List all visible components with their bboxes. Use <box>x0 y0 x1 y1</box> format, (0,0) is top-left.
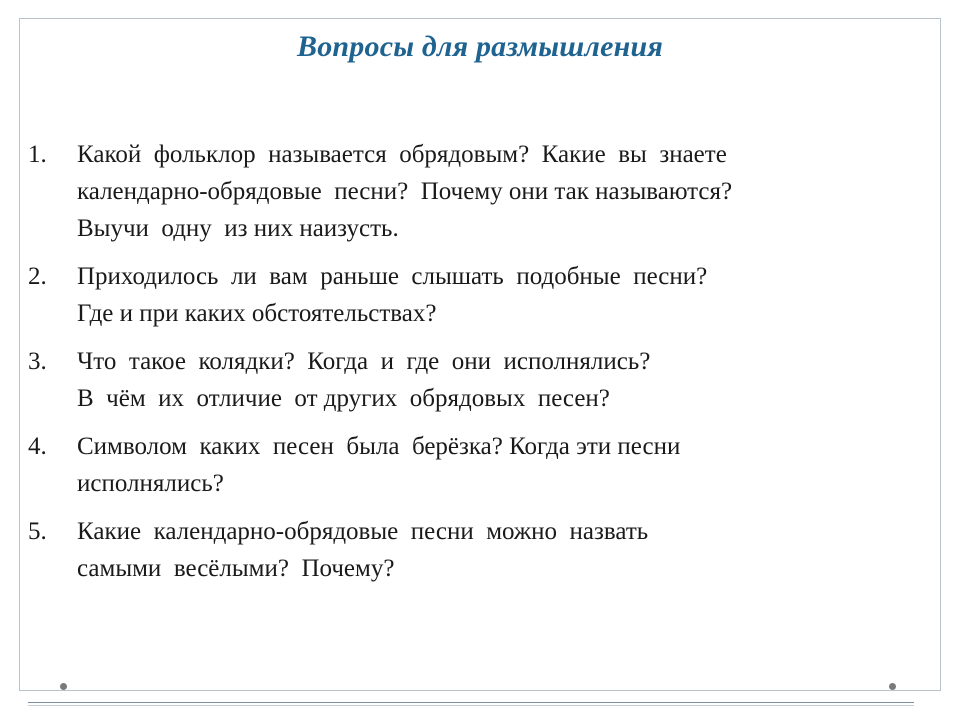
question-line: Какой фольклор называется обрядовым? Какие вы знаете <box>77 141 727 168</box>
question-line: Что такое колядки? Когда и где они исполнялись? <box>77 348 651 375</box>
question-line: Выучи одну из них наизусть. <box>77 215 399 242</box>
question-line: исполнялись? <box>77 470 224 497</box>
question-line: Приходилось ли вам раньше слышать подобные песни? <box>77 263 708 290</box>
decorative-dot-right <box>889 683 896 690</box>
slide-title: Вопросы для размышления <box>297 30 663 63</box>
question-number: 4. <box>28 433 47 460</box>
decorative-dot-left <box>60 683 67 690</box>
question-line: календарно-обрядовые песни? Почему они так называются? <box>77 178 733 205</box>
question-number: 5. <box>28 518 47 545</box>
question-item-4 <box>28 428 928 502</box>
question-item-2 <box>28 258 928 332</box>
question-line: Какие календарно-обрядовые песни можно назвать <box>77 518 649 545</box>
question-number: 3. <box>28 348 47 375</box>
question-item-5 <box>28 513 928 587</box>
question-line: Где и при каких обстоятельствах? <box>77 300 437 327</box>
question-line: В чём их отличие от других обрядовых песен? <box>77 385 610 412</box>
bottom-divider <box>28 702 914 703</box>
question-item-1 <box>28 136 928 247</box>
question-line: Символом каких песен была берёзка? Когда эти песни <box>77 433 681 460</box>
bottom-divider-secondary <box>28 705 914 706</box>
question-line: самыми весёлыми? Почему? <box>77 555 395 582</box>
question-number: 2. <box>28 263 47 290</box>
question-list <box>28 136 928 587</box>
question-item-3 <box>28 343 928 417</box>
question-number: 1. <box>28 141 47 168</box>
